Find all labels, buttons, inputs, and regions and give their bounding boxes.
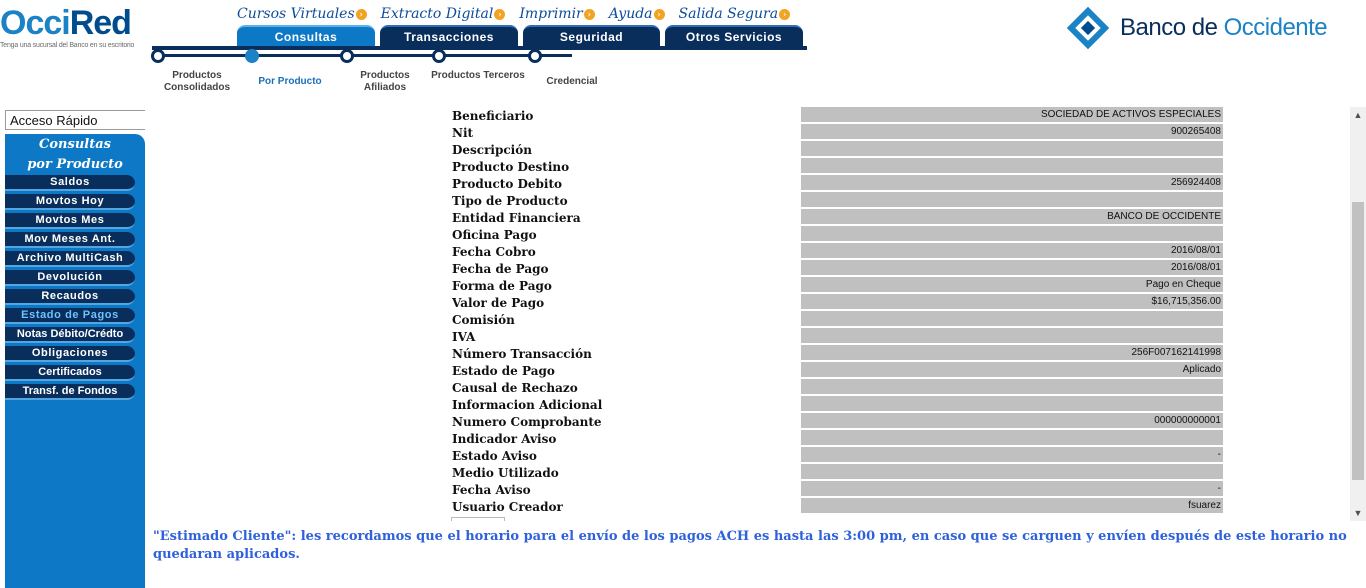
banco-de-occidente-logo	[1066, 0, 1327, 56]
detail-row	[148, 311, 1350, 328]
detail-row-label: Comisión	[452, 313, 515, 327]
detail-row-value	[801, 379, 1223, 394]
detail-row	[148, 294, 1350, 311]
detail-row-value: SOCIEDAD DE ACTIVOS ESPECIALES	[801, 107, 1223, 122]
scroll-up-arrow-icon[interactable]: ▲	[1353, 110, 1363, 120]
detail-row-value	[801, 158, 1223, 173]
link-extracto-digital[interactable]: Extracto Digital ›	[381, 5, 506, 23]
subnav-productos-consolidados[interactable]: Productos Consolidados	[163, 70, 231, 93]
detail-row	[148, 345, 1350, 362]
detail-row-label: Fecha de Pago	[452, 262, 549, 276]
detail-row-label: Descripción	[452, 143, 532, 157]
top-links	[237, 5, 804, 23]
detail-row-label: Producto Destino	[452, 160, 570, 174]
detail-row-label: Tipo de Producto	[452, 194, 568, 208]
link-imprimir[interactable]: Imprimir ›	[519, 5, 594, 23]
tab-transacciones[interactable]: Transacciones	[380, 25, 518, 47]
detail-row-value: BANCO DE OCCIDENTE	[801, 209, 1223, 224]
detail-row-value	[801, 396, 1223, 411]
detail-row	[148, 141, 1350, 158]
detail-row	[148, 107, 1350, 124]
scrollbar-thumb[interactable]	[1352, 202, 1364, 480]
main-tabs	[237, 25, 808, 47]
detail-row	[148, 413, 1350, 430]
detail-row	[148, 124, 1350, 141]
bank-name: Banco de Occidente	[1120, 14, 1328, 41]
detail-row	[148, 243, 1350, 260]
detail-row-label: Numero Comprobante	[452, 415, 602, 429]
detail-row-value: 2016/08/01	[801, 260, 1223, 275]
brand-tagline: Tenga una sucursal del Banco en su escritorio	[0, 42, 135, 49]
tab-otros-servicios[interactable]: Otros Servicios	[665, 25, 803, 47]
scroll-down-arrow-icon[interactable]: ▼	[1353, 508, 1363, 518]
detail-row-value	[801, 430, 1223, 445]
detail-row-label: Fecha Cobro	[452, 245, 536, 259]
detail-row	[148, 226, 1350, 243]
subnav-productos-terceros[interactable]: Productos Terceros	[431, 70, 525, 81]
sidebar-item-movtos-hoy[interactable]: Movtos Hoy	[5, 194, 135, 210]
detail-row-label: Valor de Pago	[452, 296, 545, 310]
vertical-scrollbar[interactable]	[1350, 107, 1366, 521]
detail-row	[148, 481, 1350, 498]
sidebar-item-devolucion[interactable]: Devolución	[5, 270, 135, 286]
detail-row-value: 2016/08/01	[801, 243, 1223, 258]
detail-row-value	[801, 226, 1223, 241]
occired-logo	[0, 4, 152, 49]
sidebar-title-line2: por Producto	[27, 157, 123, 172]
ach-schedule-notice: "Estimado Cliente": les recordamos que el horario para el envío de los pagos ACH es hasta las 3:00 pm, en caso que se carguen y envíen después de este horario no quedaran aplicados.	[153, 529, 1347, 562]
tab-consultas[interactable]: Consultas	[237, 25, 375, 47]
detail-row-label: Producto Debito	[452, 177, 563, 191]
bank-diamond-icon	[1066, 6, 1110, 50]
detail-row-value	[801, 192, 1223, 207]
subnav-node-por-producto[interactable]	[245, 49, 259, 63]
detail-row	[148, 379, 1350, 396]
orange-arrow-icon: ›	[356, 9, 367, 20]
link-ayuda[interactable]: Ayuda ›	[609, 5, 665, 23]
detail-row-label: Causal de Rechazo	[452, 381, 578, 395]
detail-row-value: Aplicado	[801, 362, 1223, 377]
detail-row-value	[801, 328, 1223, 343]
link-cursos-virtuales[interactable]: Cursos Virtuales ›	[237, 5, 367, 23]
detail-row-label: Indicador Aviso	[452, 432, 557, 446]
payment-detail-panel	[148, 107, 1350, 521]
orange-arrow-icon: ›	[779, 9, 790, 20]
detail-row-value	[801, 311, 1223, 326]
subnav-por-producto[interactable]: Por Producto	[258, 76, 322, 87]
detail-row	[148, 396, 1350, 413]
subnav-productos-afiliados[interactable]: Productos Afiliados	[360, 70, 410, 93]
acceso-rapido-select[interactable]: Acceso Rápido	[5, 110, 145, 130]
detail-row-label: IVA	[452, 330, 476, 344]
detail-row-label: Beneficiario	[452, 109, 534, 123]
detail-row	[148, 158, 1350, 175]
detail-row-label: Medio Utilizado	[452, 466, 559, 480]
subnav-node-consolidados[interactable]	[151, 49, 165, 63]
sidebar-item-obligaciones[interactable]: Obligaciones	[5, 346, 135, 362]
detail-row-label: Fecha Aviso	[452, 483, 531, 497]
detail-row-value	[801, 141, 1223, 156]
sidebar-item-transf-de-fondos[interactable]: Transf. de Fondos	[5, 384, 135, 400]
occired-wordmark: OcciRed	[0, 4, 131, 42]
detail-row-value: 256924408	[801, 175, 1223, 190]
detail-row-label: Forma de Pago	[452, 279, 552, 293]
detail-row	[148, 328, 1350, 345]
subnav-track	[152, 54, 572, 57]
detail-row-value: fsuarez	[801, 498, 1223, 513]
detail-row	[148, 362, 1350, 379]
subnav-credencial[interactable]: Credencial	[546, 76, 598, 87]
orange-arrow-icon: ›	[584, 9, 595, 20]
detail-row	[148, 209, 1350, 226]
detail-row	[148, 498, 1350, 515]
detail-row	[148, 260, 1350, 277]
detail-row-label: Nit	[452, 126, 474, 140]
sidebar-item-recaudos[interactable]: Recaudos	[5, 289, 135, 305]
sidebar-item-certificados[interactable]: Certificados	[5, 365, 135, 381]
detail-row	[148, 464, 1350, 481]
sidebar-item-saldos[interactable]: Saldos	[5, 175, 135, 191]
sidebar-title-line1: Consultas	[39, 137, 111, 152]
detail-row	[148, 430, 1350, 447]
detail-row-label: Entidad Financiera	[452, 211, 581, 225]
detail-row-label: Usuario Creador	[452, 500, 563, 514]
detail-row-value: $16,715,356.00	[801, 294, 1223, 309]
sidebar	[5, 134, 145, 588]
detail-row	[148, 277, 1350, 294]
detail-row-value: -	[801, 447, 1223, 462]
detail-row-value: 000000000001	[801, 413, 1223, 428]
detail-row-label: Oficina Pago	[452, 228, 537, 242]
sidebar-item-estado-de-pagos[interactable]: Estado de Pagos	[5, 308, 135, 324]
detail-row-label: Número Transacción	[452, 347, 592, 361]
sidebar-item-archivo-multicash[interactable]: Archivo MultiCash	[5, 251, 135, 267]
detail-row-label: Informacion Adicional	[452, 398, 603, 412]
subnav-node-terceros[interactable]	[432, 49, 446, 63]
detail-row-label: Estado Aviso	[452, 449, 537, 463]
subnav-node-credencial[interactable]	[528, 49, 542, 63]
sidebar-item-notas-debito-credito[interactable]: Notas Débito/Crédto	[5, 327, 135, 343]
detail-row-value: -	[801, 481, 1223, 496]
detail-row-value: Pago en Cheque	[801, 277, 1223, 292]
detail-row	[148, 447, 1350, 464]
orange-arrow-icon: ›	[654, 9, 665, 20]
detail-row	[148, 192, 1350, 209]
detail-row-value	[801, 464, 1223, 479]
detail-row-value: 256F007162141998	[801, 345, 1223, 360]
sidebar-item-mov-meses-ant[interactable]: Mov Meses Ant.	[5, 232, 135, 248]
button-stub	[451, 517, 505, 521]
subnav-node-afiliados[interactable]	[340, 49, 354, 63]
detail-row-label: Estado de Pago	[452, 364, 555, 378]
detail-row-value: 900265408	[801, 124, 1223, 139]
sidebar-item-movtos-mes[interactable]: Movtos Mes	[5, 213, 135, 229]
detail-row	[148, 175, 1350, 192]
link-salida-segura[interactable]: Salida Segura ›	[679, 5, 791, 23]
orange-arrow-icon: ›	[494, 9, 505, 20]
tab-seguridad[interactable]: Seguridad	[523, 25, 660, 47]
